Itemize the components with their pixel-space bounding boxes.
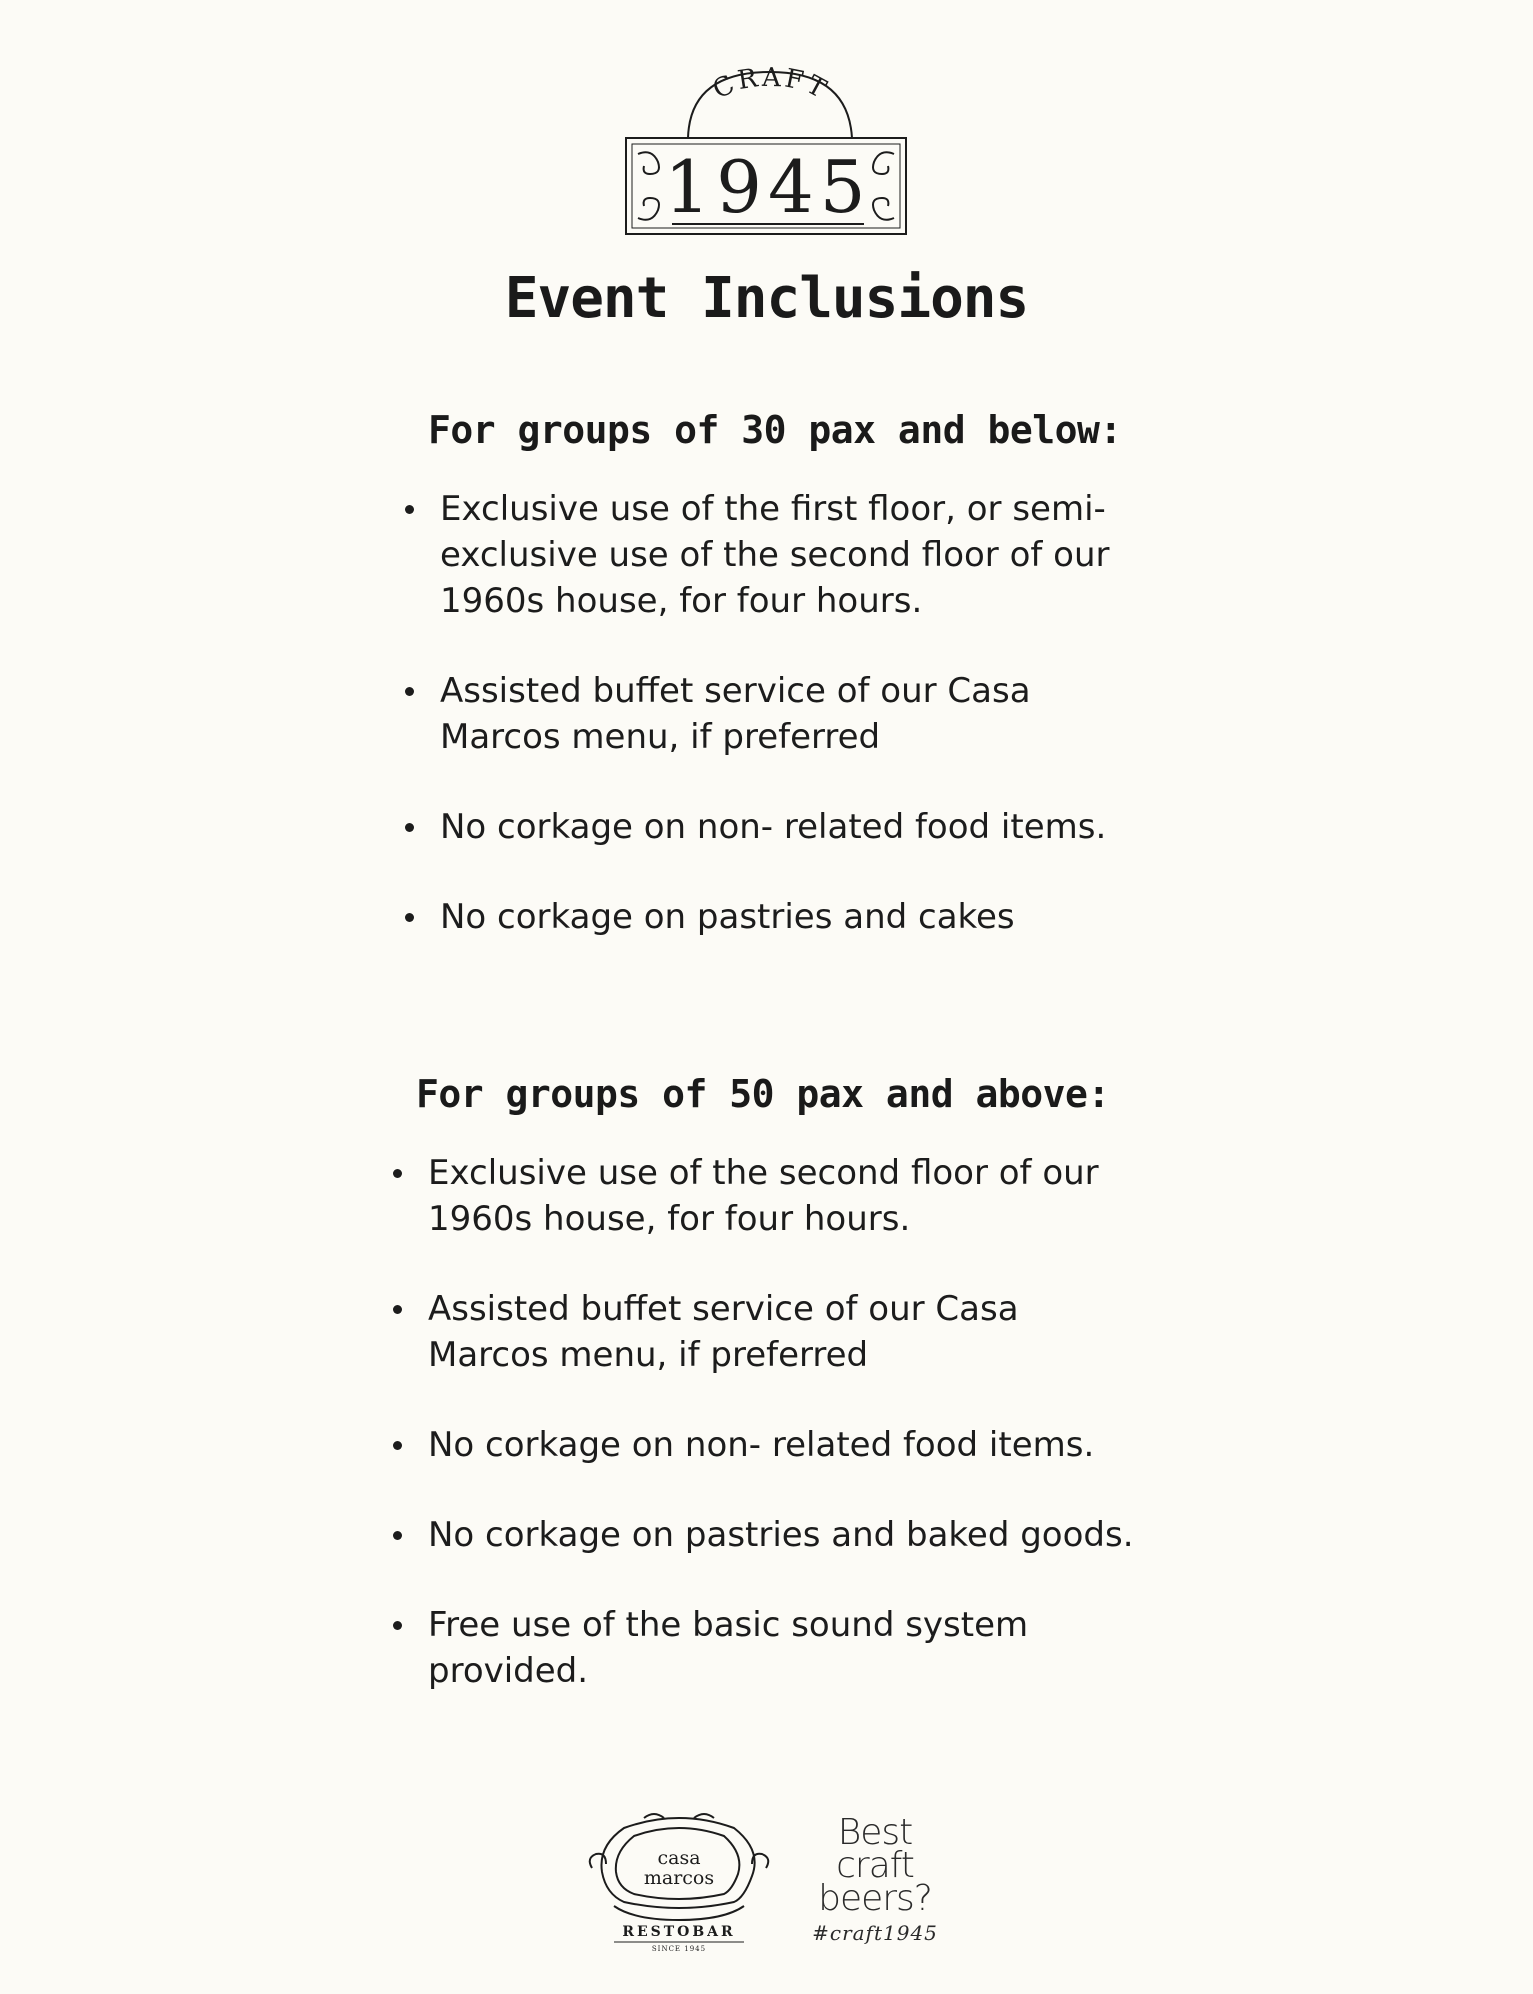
list-item-text: Exclusive use of the second floor of our 1960s house, for four hours. bbox=[428, 1153, 1099, 1239]
bullet-icon bbox=[405, 505, 414, 514]
list-item bbox=[428, 1602, 1148, 1694]
list-item-text: Assisted buffet service of our Casa Marcos menu, if preferred bbox=[440, 671, 1031, 757]
craft-1945-logo bbox=[620, 60, 916, 240]
list-item-text: No corkage on pastries and cakes bbox=[440, 897, 1015, 937]
casa-marcos-logo bbox=[584, 1810, 774, 1960]
inclusion-list bbox=[440, 486, 1160, 984]
list-item-text: Free use of the basic sound system provided. bbox=[428, 1605, 1029, 1691]
bullet-icon bbox=[393, 1531, 402, 1540]
list-item bbox=[440, 894, 1160, 940]
logo-year-text: 1945 bbox=[664, 145, 872, 229]
list-item bbox=[440, 486, 1160, 624]
inclusion-list bbox=[428, 1150, 1148, 1738]
section-heading: For groups of 30 pax and below: bbox=[428, 408, 1122, 452]
beers-logo-line1: Best bbox=[837, 1812, 913, 1853]
casa-logo-line2: marcos bbox=[643, 1867, 715, 1889]
list-item-text: No corkage on non- related food items. bbox=[440, 807, 1107, 847]
bullet-icon bbox=[405, 823, 414, 832]
beers-logo-line2: craft bbox=[836, 1845, 914, 1886]
list-item bbox=[428, 1422, 1148, 1468]
best-craft-beers-logo bbox=[800, 1812, 950, 1945]
logo-arch-text: CRAFT bbox=[708, 62, 834, 106]
casa-logo-since: SINCE 1945 bbox=[651, 1945, 707, 1953]
list-item bbox=[428, 1150, 1148, 1242]
page-title: Event Inclusions bbox=[504, 266, 1029, 331]
section-heading: For groups of 50 pax and above: bbox=[416, 1072, 1110, 1116]
list-item bbox=[428, 1512, 1148, 1558]
list-item-text: Exclusive use of the first floor, or semi-exclusive use of the second floor of our 1960s house, for four hours. bbox=[440, 489, 1110, 621]
beers-logo-hashtag: #craft1945 bbox=[812, 1921, 938, 1945]
list-item bbox=[440, 804, 1160, 850]
list-item-text: Assisted buffet service of our Casa Marcos menu, if preferred bbox=[428, 1289, 1019, 1375]
casa-logo-line1: casa bbox=[657, 1847, 701, 1869]
bullet-icon bbox=[405, 687, 414, 696]
bullet-icon bbox=[405, 913, 414, 922]
bullet-icon bbox=[393, 1441, 402, 1450]
bullet-icon bbox=[393, 1305, 402, 1314]
bullet-icon bbox=[393, 1169, 402, 1178]
casa-logo-subtitle: RESTOBAR bbox=[622, 1924, 736, 1940]
list-item-text: No corkage on pastries and baked goods. bbox=[428, 1515, 1134, 1555]
beers-logo-line3: beers? bbox=[818, 1878, 932, 1919]
list-item bbox=[428, 1286, 1148, 1378]
list-item bbox=[440, 668, 1160, 760]
bullet-icon bbox=[393, 1621, 402, 1630]
list-item-text: No corkage on non- related food items. bbox=[428, 1425, 1095, 1465]
